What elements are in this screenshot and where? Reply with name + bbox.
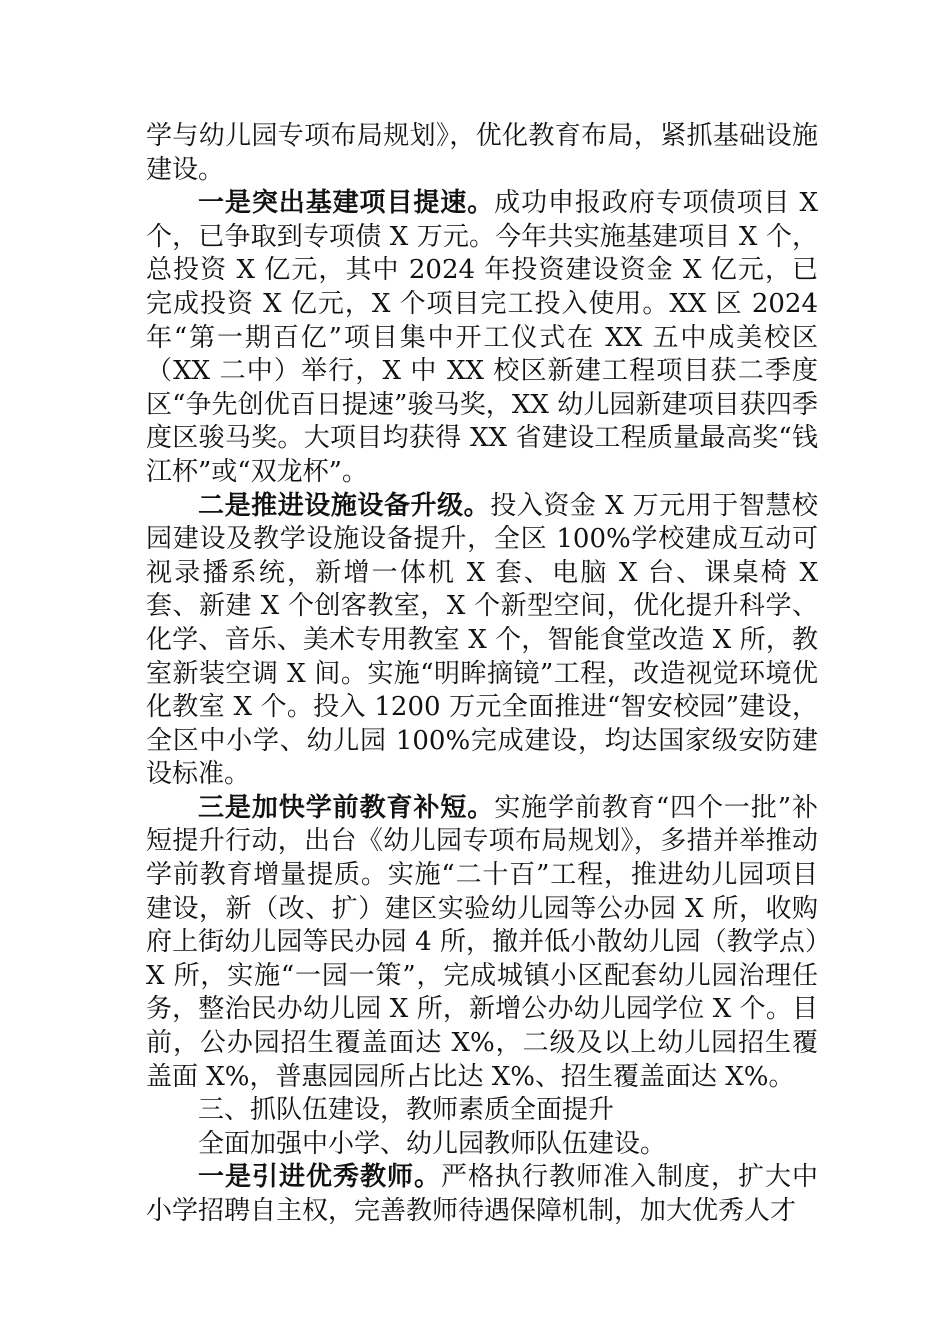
paragraph-lead: 一是突出基建项目提速。	[198, 188, 495, 219]
paragraph-lead: 一是引进优秀教师。	[198, 1162, 441, 1193]
paragraph-lead: 二是推进设施设备升级。	[198, 490, 491, 521]
paragraph-preschool	[146, 792, 818, 1094]
paragraph-facilities	[146, 490, 818, 792]
paragraph-body: 实施学前教育“四个一批”补短提升行动，出台《幼儿园专项布局规划》，多措并举推动学前教育增量提质。实施“二十百”工程，推进幼儿园项目建设，新（改、扩）建区实验幼儿园等公办园 X 所，收购府上街幼儿园等民办园 4 所，撤并低小散幼儿园（教学点）X 所，实施“一园一策”，完成城镇小区配套幼儿园治理任务，整治民办幼儿园 X 所，新增公办幼儿园学位 X 个。目前，公办园招生覆盖面达 X%，二级及以上幼儿园招生覆盖面 X%，普惠园园所占比达 X%、招生覆盖面达 X%。	[146, 792, 818, 1092]
paragraph-infrastructure	[146, 187, 818, 489]
paragraph-body: 严格执行教师准入制度，扩大中小学招聘自主权，完善教师待遇保障机制，加大优秀人才	[146, 1162, 818, 1226]
paragraph-body: 成功申报政府专项债项目 X 个，已争取到专项债 X 万元。今年共实施基建项目 X 个，总投资 X 亿元，其中 2024 年投资建设资金 X 亿元，已完成投资 X 亿元，X 个项目完工投入使用。XX 区 2024 年“第一期百亿”项目集中开工仪式在 XX 五中成美校区（XX 二中）举行，X 中 XX 校区新建工程项目获二季度区“争先创优百日提速”骏马奖，XX 幼儿园新建项目获四季度区骏马奖。大项目均获得 XX 省建设工程质量最高奖“钱江杯”或“双龙杯”。	[146, 188, 818, 487]
section-heading: 三、抓队伍建设，教师素质全面提升	[198, 1095, 615, 1126]
paragraph-teachers	[146, 1161, 818, 1228]
document-page	[146, 120, 818, 1229]
paragraph-intro: 全面加强中小学、幼儿园教师队伍建设。	[198, 1128, 667, 1159]
paragraph-continuation: 学与幼儿园专项布局规划》，优化教育布局，紧抓基础设施建设。	[146, 121, 818, 185]
paragraph-lead: 三是加快学前教育补短。	[198, 792, 495, 823]
paragraph-body: 投入资金 X 万元用于智慧校园建设及教学设施设备提升，全区 100%学校建成互动可视录播系统，新增一体机 X 套、电脑 X 台、课桌椅 X 套、新建 X 个创客教室，X 个新型空间，优化提升科学、化学、音乐、美术专用教室 X 个，智能食堂改造 X 所，教室新装空调 X 间。实施“明眸摘镜”工程，改造视觉环境优化教室 X 个。投入 1200 万元全面推进“智安校园”建设，全区中小学、幼儿园 100%完成建设，均达国家级安防建设标准。	[146, 490, 818, 790]
